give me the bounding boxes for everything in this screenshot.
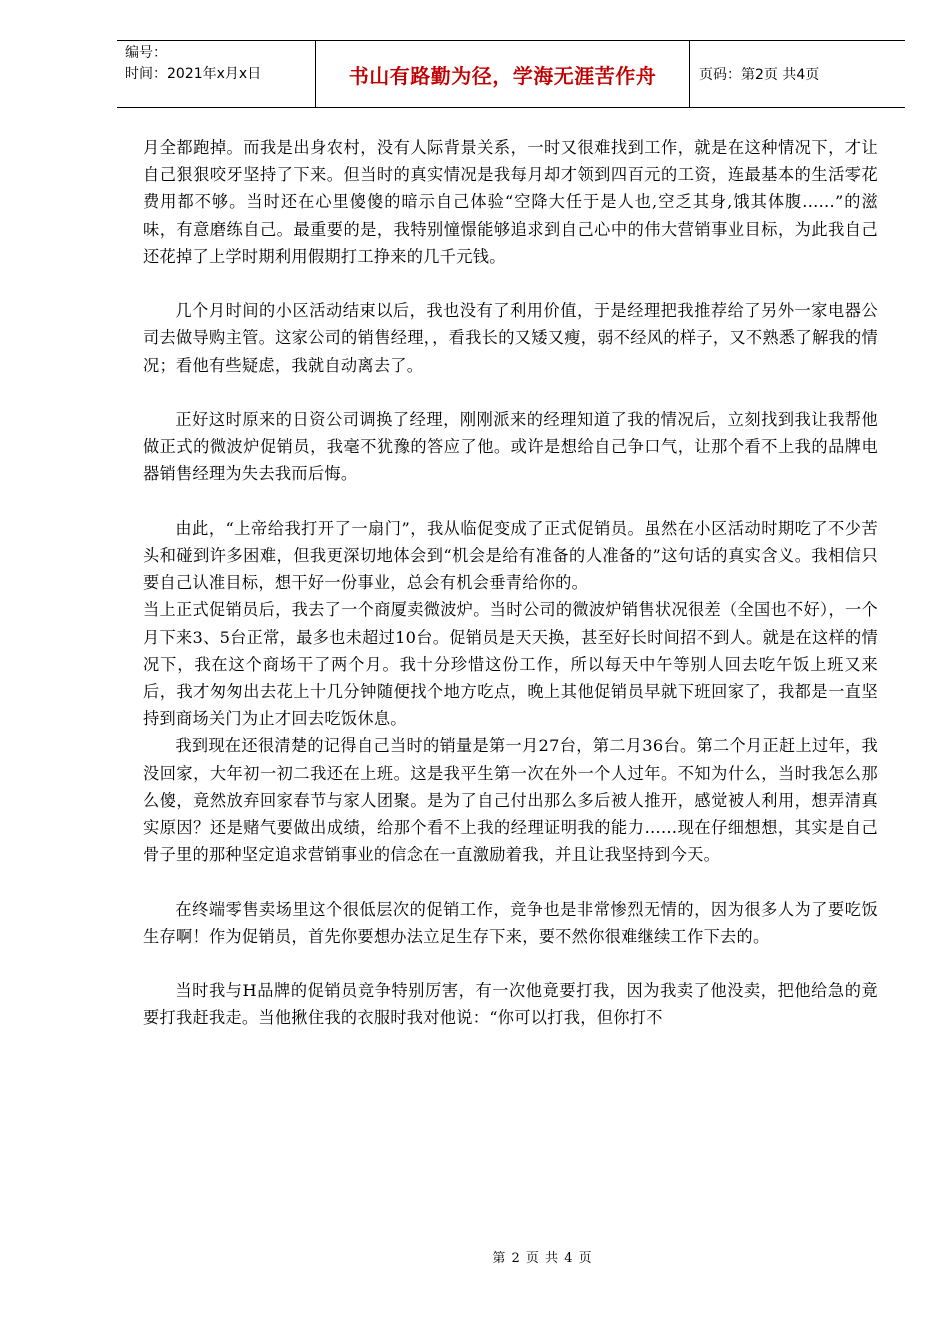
paragraph-5: 当上正式促销员后，我去了一个商厦卖微波炉。当时公司的微波炉销售状况很差（全国也不好），一个月下来3、5台正常，最多也未超过10台。促销员是天天换，甚至好长时间招不到人。就是在这样的情况下，我在这个商场干了两个月。我十分珍惜这份工作，所以每天中午等别人回去吃午饭上班又来后，我才匆匆出去花上十几分钟随便找个地方吃点，晚上其他促销员早就下班回家了，我都是一直坚持到商场关门为止才回去吃饭休息。 xyxy=(143,600,878,729)
page-header xyxy=(117,40,905,108)
header-page-label: 页码：第2页 共4页 xyxy=(699,67,820,83)
number-label: 编号： xyxy=(125,45,167,61)
header-motto-cell xyxy=(315,41,690,107)
header-page-cell xyxy=(690,41,905,107)
paragraph-2: 几个月时间的小区活动结束以后，我也没有了利用价值，于是经理把我推荐给了另外一家电器公司去做导购主管。这家公司的销售经理，，看我长的又矮又瘦，弱不经风的样子，又不熟悉了解我的情况；看他有些疑虑，我就自动离去了。 xyxy=(143,301,878,375)
paragraph-7: 在终端零售卖场里这个很低层次的促销工作，竞争也是非常惨烈无情的，因为很多人为了要吃饭生存啊！作为促销员，首先你要想办法立足生存下来，要不然你很难继续工作下去的。 xyxy=(143,899,878,946)
document-body xyxy=(143,134,878,1032)
paragraph-4: 由此，“上帝给我打开了一扇门”，我从临促变成了正式促销员。虽然在小区活动时期吃了不少苦头和碰到许多困难，但我更深切地体会到“机会是给有准备的人准备的”这句话的真实含义。我相信只要自己认准目标，想干好一份事业，总会有机会垂青给你的。 xyxy=(143,518,878,593)
paragraph-3: 正好这时原来的日资公司调换了经理，刚刚派来的经理知道了我的情况后，立刻找到我让我帮他做正式的微波炉促销员，我毫不犹豫的答应了他。或许是想给自己争口气，让那个看不上我的品牌电器销售经理为失去我而后悔。 xyxy=(143,410,878,484)
paragraph-6: 我到现在还很清楚的记得自己当时的销量是第一月27台，第二月36台。第二个月正赶上过年，我没回家，大年初一初二我还在上班。这是我平生第一次在外一个人过年。不知为什么，当时我怎么那么傻，竟然放弃回家春节与家人团聚。是为了自己付出那么多后被人推开，感觉被人利用，想弄清真实原因？还是赌气要做出成绩，给那个看不上我的经理证明我的能力……现在仔细想想，其实是自己骨子里的那种坚定追求营销事业的信念在一直激励着我，并且让我坚持到今天。 xyxy=(143,736,878,865)
header-meta xyxy=(117,41,315,107)
time-label: 时间：2021年x月x日 xyxy=(125,66,262,82)
paragraph-8: 当时我与H品牌的促销员竞争特别厉害，有一次他竟要打我，因为我卖了他没卖，把他给急的竟要打我赶我走。当他揪住我的衣服时我对他说：“你可以打我，但你打不 xyxy=(143,981,878,1028)
page-footer: 第 2 页 共 4 页 xyxy=(492,1251,593,1266)
header-motto: 书山有路勤为径，学海无涯苦作舟 xyxy=(348,63,657,88)
paragraph-1: 月全都跑掉。而我是出身农村，没有人际背景关系，一时又很难找到工作，就是在这种情况下，才让自己狠狠咬牙坚持了下来。但当时的真实情况是我每月却才领到四百元的工资，连最基本的生活零花费用都不够。当时还在心里傻傻的暗示自己体验“空降大任于是人也,空乏其身,饿其体腹......”的滋味，有意磨练自己。最重要的是，我特别憧憬能够追求到自己心中的伟大营销事业目标，为此我自己还花掉了上学时期利用假期打工挣来的几千元钱。 xyxy=(143,138,878,266)
